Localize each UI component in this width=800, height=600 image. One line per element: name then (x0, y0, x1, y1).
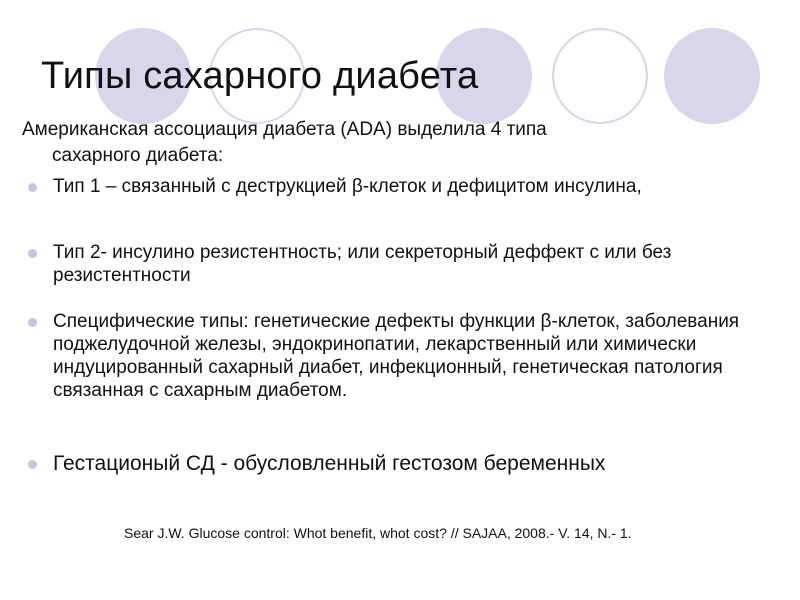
decor-circle-4 (552, 28, 648, 124)
bullet-text: Специфические типы: генетические дефекты функции β-клеток, заболевания поджелудочной железы, эндокринопатии, лекарственный или химически индуцированный сахарный диабет, инфекционный, генетическая патология связанная с сахарным диабетом. (53, 311, 740, 401)
bullet-text: Гестационый СД - обусловленный гестозом беременных (53, 452, 606, 475)
bullet-item-type-2 (28, 241, 773, 287)
intro-line-2: сахарного диабета: (52, 145, 224, 166)
bullet-text: Тип 2- инсулино резистентность; или секреторный деффект с или без резистентности (53, 242, 672, 286)
intro-text (22, 117, 722, 169)
bullet-dot-icon (28, 318, 37, 327)
bullet-text: Тип 1 – связанный с деструкцией β-клеток и дефицитом инсулина, (53, 176, 642, 197)
intro-line-1: Американская ассоциация диабета (ADA) выделила 4 типа (22, 119, 547, 140)
slide-title: Типы сахарного диабета (41, 55, 479, 97)
bullet-item-gestational (28, 452, 773, 475)
bullet-dot-icon (28, 460, 37, 469)
decor-circle-5 (664, 28, 760, 124)
bullet-item-specific-types (28, 310, 773, 402)
bullet-dot-icon (28, 249, 37, 258)
bullet-item-type-1 (28, 175, 773, 198)
citation: Sear J.W. Glucose control: Whot benefit, whot cost? // SAJAA, 2008.- V. 14, N.- 1. (124, 525, 632, 541)
bullet-dot-icon (28, 183, 37, 192)
